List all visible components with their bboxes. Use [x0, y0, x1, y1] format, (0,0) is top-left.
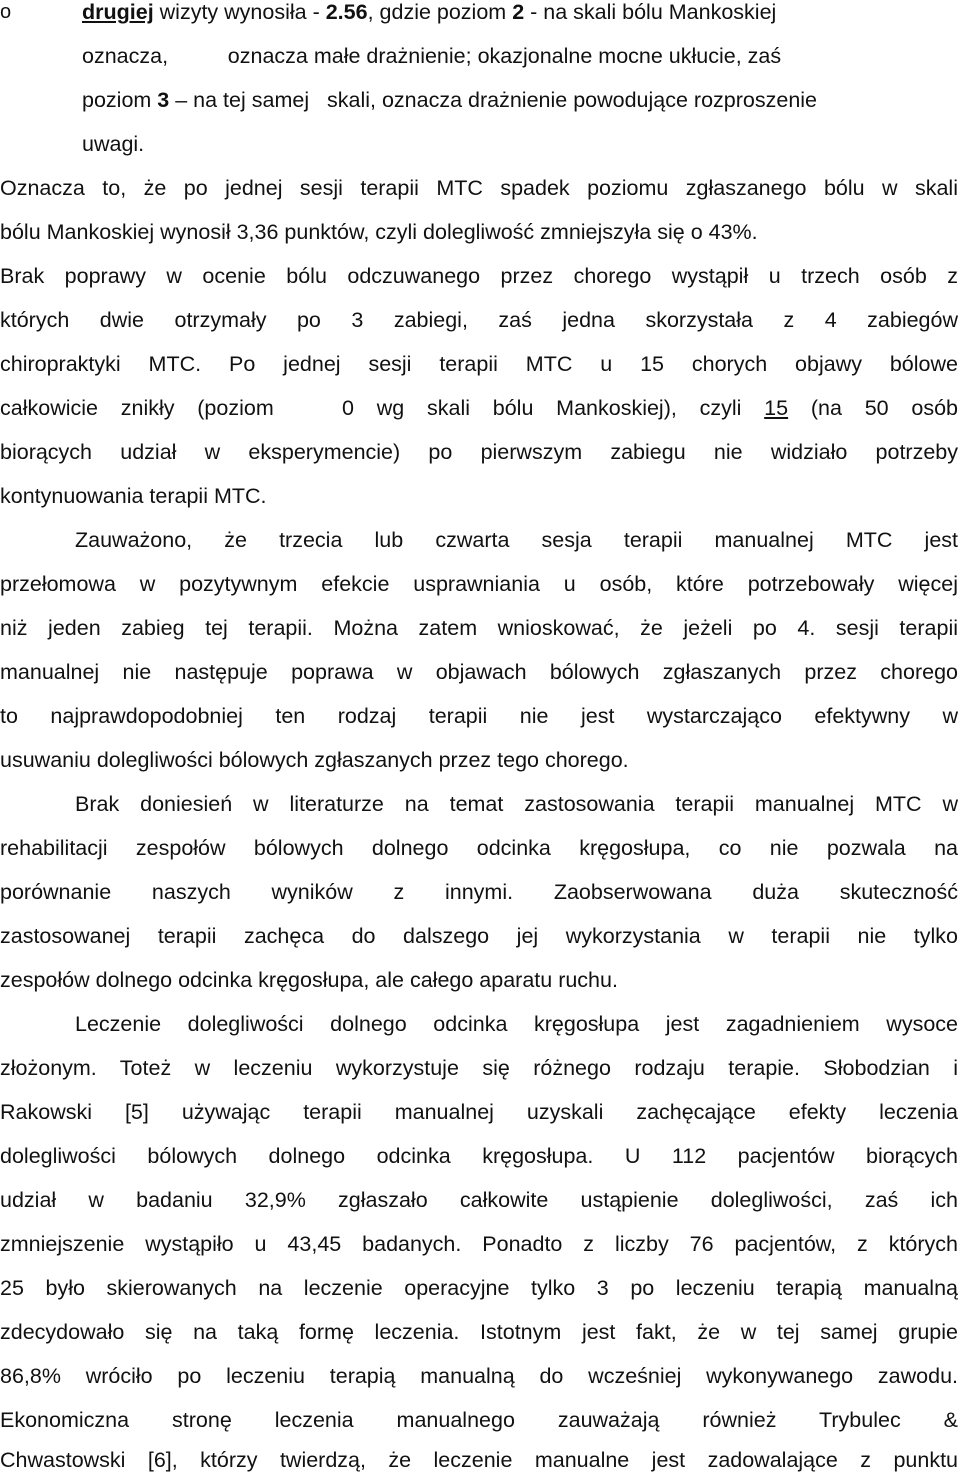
bold-value: 2.56	[325, 0, 368, 24]
paragraph-line: których dwie otrzymały po 3 zabiegi, zaś jedna skorzystała z 4 zabiegów	[0, 308, 958, 332]
paragraph-line: Rakowski [5] używając terapii manualnej uzyskali zachęcające efekty leczenia	[0, 1100, 958, 1124]
paragraph-line: biorących udział w eksperymencie) po pierwszym zabiegu nie widziało potrzeby	[0, 440, 958, 464]
paragraph-line: usuwaniu dolegliwości bólowych zgłaszanych przez tego chorego.	[0, 748, 629, 772]
paragraph-line: Leczenie dolegliwości dolnego odcinka kręgosłupa jest zagadnieniem wysoce	[75, 1012, 958, 1036]
list-item-line-4: uwagi.	[82, 132, 145, 156]
underlined-number: 15	[764, 396, 789, 420]
paragraph-line: Chwastowski [6], którzy twierdzą, że leczenie manualne jest zadowalające z punktu	[0, 1448, 958, 1472]
paragraph-line: udział w badaniu 32,9% zgłaszało całkowite ustąpienie dolegliwości, zaś ich	[0, 1188, 958, 1212]
paragraph-line: zmniejszenie wystąpiło u 43,45 badanych. Ponadto z liczby 76 pacjentów, z których	[0, 1232, 958, 1256]
paragraph-line: dolegliwości bólowych dolnego odcinka kręgosłupa. U 112 pacjentów biorących	[0, 1144, 958, 1168]
paragraph-line: Brak doniesień w literaturze na temat zastosowania terapii manualnej MTC w	[75, 792, 958, 816]
paragraph-line: Ekonomiczna stronę leczenia manualnego zauważają również Trybulec &	[0, 1408, 958, 1432]
list-item-line-2: oznacza, oznacza małe drażnienie; okazjonalne mocne ukłucie, zaś	[82, 44, 782, 68]
bullet-marker: o	[0, 1, 12, 23]
paragraph-line: bólu Mankoskiej wynosił 3,36 punktów, czyli dolegliwość zmniejszyła się o 43%.	[0, 220, 758, 244]
paragraph-line: Zauważono, że trzecia lub czwarta sesja terapii manualnej MTC jest	[75, 528, 958, 552]
paragraph-line: zdecydowało się na taką formę leczenia. Istotnym jest fakt, że w tej samej grupie	[0, 1320, 958, 1344]
paragraph-line: to najprawdopodobniej ten rodzaj terapii nie jest wystarczająco efektywny w	[0, 704, 958, 728]
bold-level-3: 3	[157, 88, 170, 112]
paragraph-line: 25 było skierowanych na leczenie operacyjne tylko 3 po leczeniu terapią manualną	[0, 1276, 958, 1300]
paragraph-line: manualnej nie następuje poprawa w objawach bólowych zgłaszanych przez chorego	[0, 660, 958, 684]
list-item-line-3: poziom 3 – na tej samej skali, oznacza drażnienie powodujące rozproszenie	[82, 88, 818, 112]
paragraph-line: Oznacza to, że po jednej sesji terapii MTC spadek poziomu zgłaszanego bólu w skali	[0, 176, 958, 200]
paragraph-line: 86,8% wróciło po leczeniu terapią manualną do wcześniej wykonywanego zawodu.	[0, 1364, 958, 1388]
paragraph-line: zespołów dolnego odcinka kręgosłupa, ale całego aparatu ruchu.	[0, 968, 618, 992]
paragraph-line: złożonym. Toteż w leczeniu wykorzystuje się różnego rodzaju terapie. Słobodzian i	[0, 1056, 958, 1080]
paragraph-line: całkowicie znikły (poziom 0 wg skali bólu Mankoskiej), czyli 15 (na 50 osób	[0, 396, 958, 420]
paragraph-line: przełomowa w pozytywnym efekcie usprawniania u osób, które potrzebowały więcej	[0, 572, 958, 596]
bold-level-2: 2	[512, 0, 525, 24]
list-item-line-1: o drugiej wizyty wynosiła - 2.56, gdzie poziom 2 - na skali bólu Mankoskiej	[0, 0, 777, 24]
paragraph-line: porównanie naszych wyników z innymi. Zaobserwowana duża skuteczność	[0, 880, 958, 904]
paragraph-line: niż jeden zabieg tej terapii. Można zatem wnioskować, że jeżeli po 4. sesji terapii	[0, 616, 958, 640]
paragraph-line: chiropraktyki MTC. Po jednej sesji terapii MTC u 15 chorych objawy bólowe	[0, 352, 958, 376]
paragraph-line: Brak poprawy w ocenie bólu odczuwanego przez chorego wystąpił u trzech osób z	[0, 264, 958, 288]
paragraph-line: rehabilitacji zespołów bólowych dolnego odcinka kręgosłupa, co nie pozwala na	[0, 836, 958, 860]
paragraph-line: kontynuowania terapii MTC.	[0, 484, 267, 508]
paragraph-line: zastosowanej terapii zachęca do dalszego jej wykorzystania w terapii nie tylko	[0, 924, 958, 948]
bold-underlined-term: drugiej	[82, 0, 154, 24]
